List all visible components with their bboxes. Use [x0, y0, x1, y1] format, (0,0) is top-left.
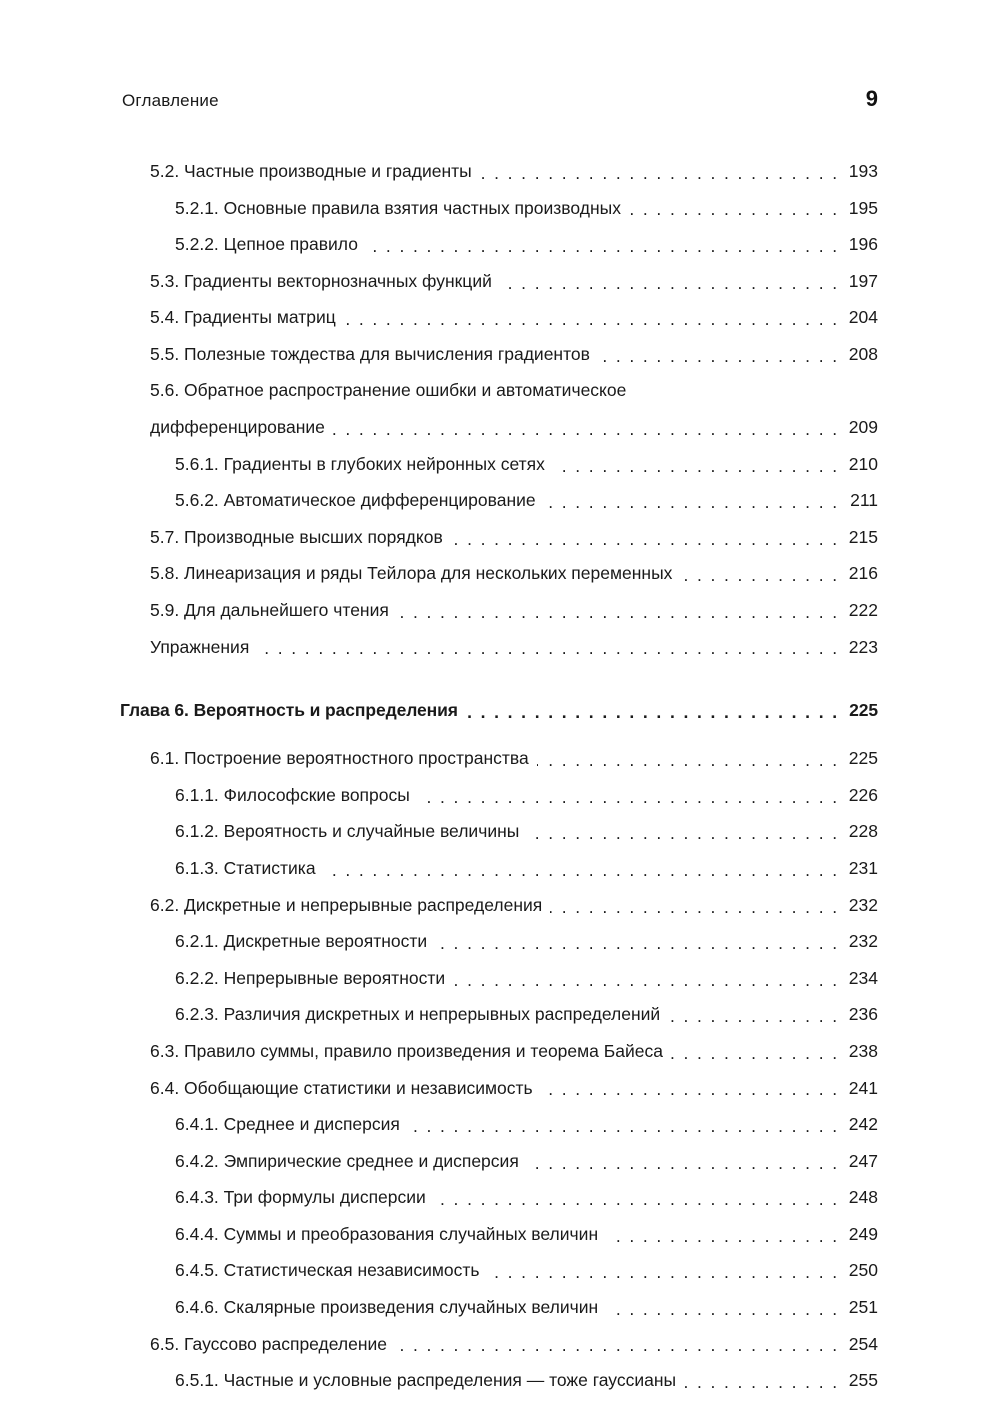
toc-entry-title-line-2: дифференцирование [150, 417, 325, 438]
toc-entry-title: 6.1.3. Статистика [175, 858, 316, 879]
toc-page-number: 225 [849, 699, 878, 720]
toc-page-number: 231 [848, 858, 878, 879]
toc-page-number: 225 [848, 748, 878, 769]
dot-leader [397, 604, 839, 622]
toc-page-number: 204 [848, 307, 878, 328]
toc-entry[interactable] [120, 1186, 878, 1208]
dot-leader [537, 752, 839, 770]
toc-entry[interactable] [120, 1040, 878, 1062]
toc-entry-title: 5.4. Градиенты матриц [150, 307, 336, 328]
dot-leader [408, 1118, 839, 1136]
table-of-contents [120, 160, 878, 1406]
toc-page-number: 247 [848, 1150, 878, 1171]
toc-page-number: 236 [848, 1004, 878, 1025]
toc-entry-title: 6.4.2. Эмпирические среднее и дисперсия [175, 1150, 519, 1171]
toc-entry[interactable] [120, 1259, 878, 1281]
toc-entry[interactable] [120, 343, 878, 365]
toc-page-number: 226 [848, 784, 878, 805]
toc-page-number: 193 [848, 161, 878, 181]
dot-leader [500, 275, 839, 293]
toc-entry-title: 6.2. Дискретные и непрерывные распределения [150, 894, 543, 915]
toc-entry-title: 5.2. Частные производные и градиенты [150, 161, 472, 181]
toc-page-number: 197 [848, 270, 878, 291]
toc-entry-title: 6.5.1. Частные и условные распределения — тоже гауссианы [175, 1370, 677, 1391]
toc-entry[interactable] [120, 820, 878, 842]
toc-entry[interactable] [120, 747, 878, 769]
toc-entry[interactable] [120, 526, 878, 548]
toc-entry[interactable] [120, 197, 878, 219]
dot-leader [333, 421, 839, 439]
dot-leader [527, 825, 839, 843]
toc-entry[interactable] [120, 1150, 878, 1172]
toc-entry[interactable] [120, 599, 878, 621]
dot-leader [395, 1337, 839, 1355]
dot-leader [544, 494, 839, 512]
dot-leader [344, 311, 839, 329]
toc-entry-line-2 [150, 416, 878, 438]
dot-leader [324, 862, 839, 880]
toc-page-number: 242 [848, 1114, 878, 1135]
toc-entry-title: 5.8. Линеаризация и ряды Тейлора для нескольких переменных [150, 563, 673, 584]
toc-entry[interactable] [120, 1003, 878, 1025]
dot-leader [453, 972, 839, 990]
toc-entry-title: 6.2.3. Различия дискретных и непрерывных распределений [175, 1004, 661, 1025]
dot-leader [680, 567, 839, 585]
toc-entry[interactable] [120, 233, 878, 255]
toc-entry[interactable] [120, 784, 878, 806]
toc-entry-title: 6.1. Построение вероятностного пространства [150, 748, 529, 769]
toc-entry[interactable] [120, 894, 878, 916]
toc-page-number: 251 [848, 1296, 878, 1317]
toc-entry[interactable] [120, 1223, 878, 1245]
dot-leader [418, 789, 839, 807]
toc-entry-title: 5.2.1. Основные правила взятия частных производных [175, 197, 621, 218]
toc-entry-title: 6.4. Обобщающие статистики и независимость [150, 1077, 533, 1098]
toc-entry[interactable] [120, 453, 878, 475]
toc-page-number: 223 [848, 636, 878, 657]
dot-leader [629, 201, 839, 219]
toc-entry-title: 6.2.1. Дискретные вероятности [175, 931, 428, 952]
dot-leader [257, 640, 839, 658]
toc-entry[interactable] [120, 1077, 878, 1099]
toc-page-number: 232 [848, 894, 878, 915]
toc-entry[interactable] [120, 1296, 878, 1318]
toc-entry[interactable] [120, 930, 878, 952]
toc-page-number: 238 [848, 1040, 878, 1061]
toc-entry-title: Глава 6. Вероятность и распределения [120, 699, 458, 720]
toc-entry[interactable] [120, 636, 878, 658]
toc-entry-title: 5.6.2. Автоматическое дифференцирование [175, 490, 536, 511]
toc-page-number: 250 [848, 1260, 878, 1281]
toc-entry-title: Упражнения [150, 636, 250, 657]
toc-page-number: 215 [848, 526, 878, 547]
toc-page-number: 232 [848, 931, 878, 952]
toc-chapter-entry[interactable] [120, 699, 878, 721]
toc-page-number: 208 [848, 343, 878, 364]
dot-leader [451, 531, 839, 549]
toc-entry-title: 5.6.1. Градиенты в глубоких нейронных сетях [175, 453, 545, 474]
toc-page-number: 254 [848, 1333, 878, 1354]
toc-entry-title: 6.4.4. Суммы и преобразования случайных величин [175, 1223, 599, 1244]
dot-leader [466, 704, 839, 722]
dot-leader [553, 458, 839, 476]
dot-leader [366, 238, 839, 256]
toc-entry-title-line-1: 5.6. Обратное распространение ошибки и автоматическое [150, 380, 627, 401]
toc-entry[interactable] [120, 1333, 878, 1355]
dot-leader [434, 1191, 839, 1209]
dot-leader [550, 899, 839, 917]
toc-entry-title: 5.7. Производные высших порядков [150, 526, 443, 547]
toc-entry-title: 6.1.1. Философские вопросы [175, 784, 410, 805]
dot-leader [684, 1374, 839, 1392]
dot-leader [541, 1081, 839, 1099]
toc-page-number: 248 [848, 1187, 878, 1208]
toc-entry[interactable] [120, 1113, 878, 1135]
dot-leader [488, 1264, 839, 1282]
toc-entry[interactable] [120, 857, 878, 879]
dot-leader [606, 1301, 839, 1319]
toc-page-number: 249 [848, 1223, 878, 1244]
toc-entry-title: 6.5. Гауссово распределение [150, 1333, 388, 1354]
toc-page-number: 210 [848, 453, 878, 474]
toc-page-number: 228 [848, 821, 878, 842]
toc-entry[interactable] [120, 967, 878, 989]
toc-entry-title: 6.4.1. Среднее и дисперсия [175, 1114, 400, 1135]
dot-leader [527, 1155, 839, 1173]
toc-entry[interactable] [120, 160, 878, 182]
dot-leader [671, 1045, 839, 1063]
toc-entry-title: 6.4.6. Скалярные произведения случайных величин [175, 1296, 599, 1317]
toc-entry-title: 6.2.2. Непрерывные вероятности [175, 967, 446, 988]
toc-entry-title: 6.4.3. Три формулы дисперсии [175, 1187, 426, 1208]
dot-leader [668, 1008, 839, 1026]
dot-leader [480, 165, 839, 183]
toc-entry-title: 5.3. Градиенты векторнозначных функций [150, 270, 492, 291]
toc-entry-title: 6.1.2. Вероятность и случайные величины [175, 821, 520, 842]
dot-leader [435, 935, 839, 953]
toc-entry-title: 6.4.5. Статистическая независимость [175, 1260, 480, 1281]
toc-page-number: 216 [848, 563, 878, 584]
toc-entry[interactable] [120, 562, 878, 584]
running-head-title: Оглавление [122, 91, 219, 110]
toc-entry[interactable] [120, 489, 878, 511]
running-head [122, 86, 878, 114]
toc-entry-title: 5.2.2. Цепное правило [175, 234, 358, 255]
toc-page-number: 241 [848, 1077, 878, 1098]
toc-page-number: 209 [848, 417, 878, 438]
toc-entry[interactable] [120, 306, 878, 328]
toc-entry[interactable] [120, 1369, 878, 1391]
toc-entry-title: 5.9. Для дальнейшего чтения [150, 599, 389, 620]
toc-entry-title: 5.5. Полезные тождества для вычисления градиентов [150, 343, 590, 364]
toc-page-number: 195 [848, 197, 878, 218]
page-folio-number: 9 [865, 86, 878, 111]
dot-leader [606, 1228, 839, 1246]
toc-page-number: 222 [848, 599, 878, 620]
dot-leader [598, 348, 839, 366]
toc-page-number: 234 [848, 967, 878, 988]
toc-page-number: 211 [850, 490, 878, 511]
toc-entry-title: 6.3. Правило суммы, правило произведения и теорема Байеса [150, 1040, 663, 1061]
toc-page-number: 196 [848, 234, 878, 255]
toc-page-number: 255 [848, 1370, 878, 1391]
toc-entry[interactable] [120, 379, 878, 438]
toc-entry[interactable] [120, 270, 878, 292]
